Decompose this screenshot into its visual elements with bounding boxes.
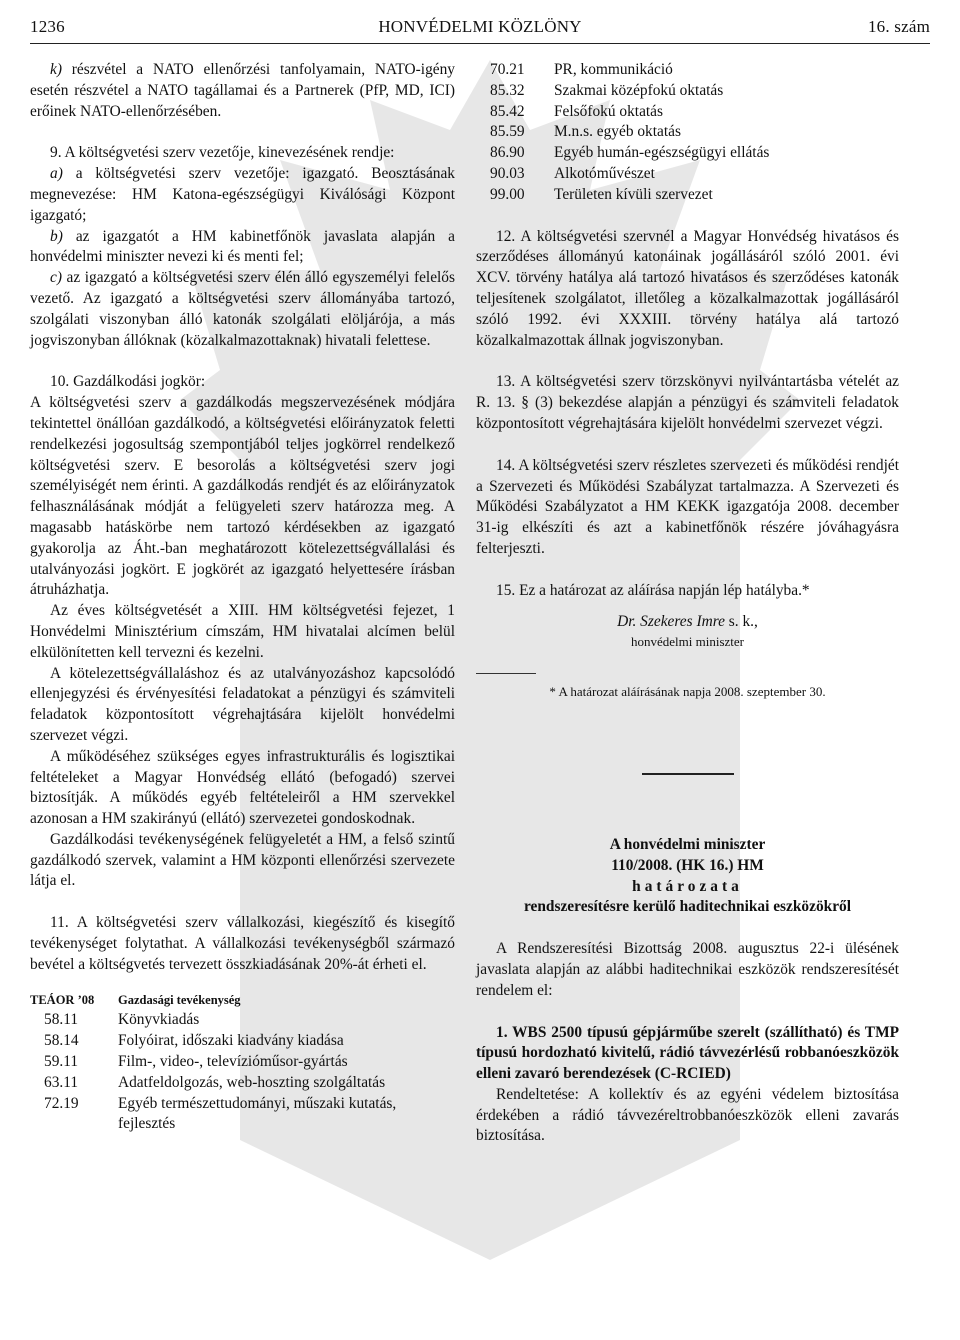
section-12: 12. A költségvetési szervnél a Magyar Honvédség hivatásos és szerződéses állományú katonáinak jogállásáról szóló 2001. évi XCV. törvény hatálya alá tartozó hivatásos és szerződéses katonák teljesítenek szolgálatot, illetőleg a közalkalmazottak jogállásáról szóló 1992. évi XXXIII. törvény hatálya alá tartozó közalkalmazottak állnak jogviszonyban. xyxy=(476,227,899,349)
teaor-row: 85.59 M.n.s. egyéb oktatás xyxy=(490,123,681,141)
section-11: 11. A költségvetési szerv vállalkozási, kiegészítő és kisegítő tevékenységet folytathat. A vállalkozási tevékenységből származó bevétel a költségvetés tervezett összkiadásának 20%-át érheti el. xyxy=(30,914,455,973)
page-header xyxy=(30,17,930,43)
section-9: 9. A költségvetési szerv vezetője, kinevezésének rendje: xyxy=(50,144,395,162)
section-9a: a) a költségvetési szerv vezetője: igazgató. Beosztásának megnevezése: HM Katona-egészségügyi Kiválósági Központ igazgató; xyxy=(30,165,455,224)
teaor-row: 86.90 Egyéb humán-egészségügyi ellátás xyxy=(490,144,770,162)
section-10-para-1: A költségvetési szerv a gazdálkodás megszervezésének módjára tekintettel önállóan gazdálkodó, a költségvetési előirányzatok feletti rendelkezési jogosultság szempontjából teljes jogkörrel rendelkező költségvetési szerv. E besorolás a költségvetési szerv jogi személyiségét nem érinti. A gazdálkodás rendjét és az előirányzatok felhasználásának módját a felügyeleti szerv határozza meg. A magasabb hatáskörbe nem tartozó kérdésekben az igazgató gyakorolja az Áht.-ban meghatározott kötelezettségvállalási és utalványozási jogkört. E jogkörét az igazgató helyettesére írásban átruházhatja. xyxy=(30,394,455,599)
teaor-row: 63.11 Adatfeldolgozás, web-hoszting szolgáltatás xyxy=(44,1073,386,1091)
teaor-row: 85.42 Felsőfokú oktatás xyxy=(490,102,664,120)
teaor-header-code: TEÁOR ’08 xyxy=(30,992,95,1007)
footnote: * A határozat aláírásának napja 2008. szeptember 30. xyxy=(549,684,826,700)
teaor-row: 59.11 Film-, video-, televízióműsor-gyártás xyxy=(44,1053,348,1071)
decision-heading-line-3: határozata xyxy=(632,877,743,895)
teaor-row: 72.19 Egyéb természettudományi, műszaki kutatás, fejlesztés xyxy=(44,1094,397,1133)
paragraph-k: k) részvétel a NATO ellenőrzési tanfolyamain, NATO-igény esetén részvétel a NATO tagállamai és a Partnerek (PfP, MD, ICI) erőinek NATO-ellenőrzésében. xyxy=(30,61,455,120)
teaor-row: 70.21 PR, kommunikáció xyxy=(490,61,673,78)
teaor-table-header xyxy=(30,990,455,1011)
section-9b: b) az igazgatót a HM kabinetfőnök javaslata alapján a honvédelmi miniszter nevezi ki és menti fel; xyxy=(30,227,455,266)
teaor-row: 90.03 Alkotóművészet xyxy=(490,164,655,182)
decision-heading xyxy=(476,835,899,918)
decision-intro: A Rendszeresítési Bizottság 2008. augusztus 22-i ülésének javaslata alapján az alábbi haditechnikai eszközök rendszeresítését rendelem el: xyxy=(476,940,899,999)
item-1-title: 1. WBS 2500 típusú gépjárműbe szerelt (szállítható) és TMP típusú hordozható kivitelű, rádió távvezérlésű robbanóeszközök elleni zavaró berendezések (C-RCIED) xyxy=(476,1023,899,1083)
section-10-para-2: Az éves költségvetését a XIII. HM költségvetési fejezet, 1 Honvédelmi Minisztérium címszám, HM hivatalai alcímen belül elkülönítetten kell tervezni és kezelni. xyxy=(30,602,455,661)
teaor-row: 99.00 Területen kívüli szervezet xyxy=(490,185,713,203)
teaor-row: 58.11 Könyvkiadás xyxy=(44,1011,200,1029)
decision-heading-line-4: rendszeresítésre kerülő haditechnikai eszközökről xyxy=(523,898,852,916)
footnote-rule xyxy=(476,673,536,674)
section-separator xyxy=(642,773,734,775)
right-column xyxy=(476,60,899,1147)
section-14: 14. A költségvetési szerv részletes szervezeti és működési rendjét a Szervezeti és Működési Szabályzat tartalmazza. A Szervezeti és Működési Szabályzatot a HM KEKK igazgatója 2008. december 31-ig elkészíti és azt a kabinetfőnök részére jóváhagyásra felterjeszti. xyxy=(476,456,899,557)
left-column xyxy=(30,60,455,1135)
section-13: 13. A költségvetési szerv törzskönyvi nyilvántartásba vételét az R. 13. § (3) bekezdése alapján a pénzügyi és számviteli feladatok központosított végrehajtására kijelölt honvédelmi szervezet végzi. xyxy=(476,373,899,432)
section-10-para-4: A működéséhez szükséges egyes infrastrukturális és logisztikai feltételeket a Magyar Honvédség ellátó (befogadó) szervei biztosítják. A működés egyéb feltételeiről a HM szervekkel azonosan a HM szakirányú (ellátó) szervezetei gondoskodnak. xyxy=(30,747,455,828)
signatory-sk: s. k., xyxy=(724,612,758,630)
issue-number: 16. szám xyxy=(867,17,930,36)
section-9c: c) az igazgató a költségvetési szerv élén álló egyszemélyi felelős vezető. Az igazgató a költségvetési szerv állományába tartozó, szolgálati viszonyban álló katonák szolgálati elöljárója, a más jogviszonyban állóknak (közalkalmazottaknak) hivatali felettese. xyxy=(30,269,455,349)
teaor-header-name: Gazdasági tevékenység xyxy=(118,992,241,1007)
section-15: 15. Ez a határozat az aláírása napján lép hatályba.* xyxy=(496,581,810,599)
section-10-para-5: Gazdálkodási tevékenységének felügyeletét a HM, a felső szintű gazdálkodó szervek, valamint a HM központi ellenőrzési szervezete látja el. xyxy=(30,830,455,890)
section-10-title: 10. Gazdálkodási jogkör: xyxy=(50,373,206,391)
page-number: 1236 xyxy=(30,17,65,36)
teaor-row: 85.32 Szakmai középfokú oktatás xyxy=(490,81,724,99)
journal-title: HONVÉDELMI KÖZLÖNY xyxy=(378,17,582,36)
teaor-row: 58.14 Folyóirat, időszaki kiadvány kiadása xyxy=(44,1032,344,1050)
section-10-para-3: A kötelezettségvállaláshoz és az utalványozáshoz kapcsolódó ellenjegyzési és érvényesítési feladatokat a pénzügyi és számviteli feladatok központosított végrehajtására kijelölt honvédelmi szervezet végzi. xyxy=(30,664,455,744)
item-1-text: Rendeltetése: A kollektív és az egyéni védelem biztosítása érdekében a rádió távvezéreltrobbanóeszközök elleni zavarás biztosítása. xyxy=(476,1085,899,1145)
decision-heading-line-1: A honvédelmi miniszter xyxy=(609,835,766,853)
signatory-name: Dr. Szekeres Imre xyxy=(617,612,725,630)
header-rule xyxy=(30,43,930,44)
signature-block xyxy=(476,612,899,654)
signatory-role: honvédelmi miniszter xyxy=(630,634,744,650)
decision-heading-line-2: 110/2008. (HK 16.) HM xyxy=(611,856,764,874)
